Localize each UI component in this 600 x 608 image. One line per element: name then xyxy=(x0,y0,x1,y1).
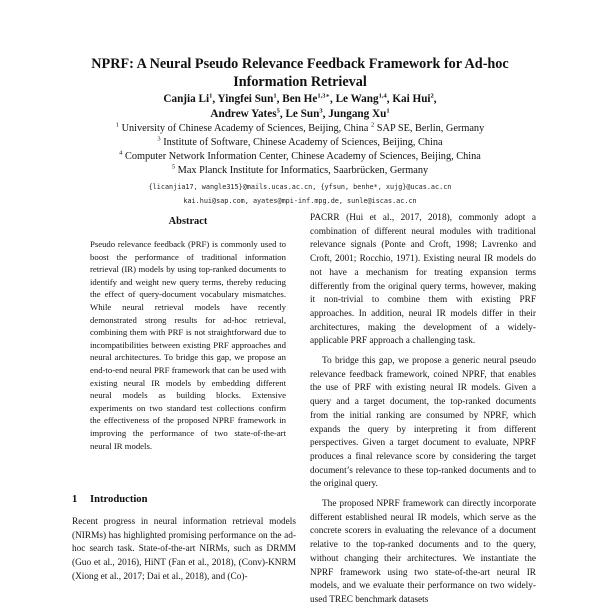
author-line-2: Andrew Yates$^5$, Le Sun$^3$, Jungang Xu$^1$ xyxy=(210,107,390,120)
affiliation-line xyxy=(40,150,560,164)
abstract-heading: Abstract xyxy=(168,216,208,227)
paper-title: NPRF: A Neural Pseudo Relevance Feedback Framework for Ad-hoc Information Retrieval xyxy=(91,56,509,90)
author-name: Le Wang xyxy=(335,93,379,105)
intro-paragraph: To bridge this gap, we propose a generic neural pseudo relevance feedback framework, coined NPRF, that enables the use of PRF with existing neural IR models. Given a query and a target document, the top-ranked documents from the initial ranking are consumed by NPRF, which expands the query by interpreting it from different perspectives. Given a target document to evaluate, NPRF produces a final relevance score by considering the target document’s relevance to these top-ranked documents and to the original query. xyxy=(310,356,536,490)
author-affil-mark: 3 xyxy=(319,107,323,115)
abstract-text: Pseudo relevance feedback (PRF) is commonly used to boost the performance of traditional information retrieval (IR) models by using top-ranked documents to identify and weight new query terms, thereby reducing the effect of query-document vocabulary mismatches. While neural retrieval models have recently demonstrated strong results for ad-hoc retrieval, combining them with PRF is not straightforward due to incompatibilities between existing PRF approaches and neural architectures. To bridge this gap, we propose an end-to-end neural PRF framework that can be used with existing neural IR models by embedding different neural models as building blocks. Extensive experiments on two standard test collections confirm the effectiveness of the proposed NPRF framework in improving the performance of two state-of-the-art neural IR models. xyxy=(90,239,286,451)
author-name: Andrew Yates xyxy=(210,108,277,120)
affiliation-line xyxy=(40,122,560,136)
intro-left-column xyxy=(72,516,296,585)
author-affil-mark: 1 xyxy=(209,92,213,100)
author-affil-mark: 1,3∗ xyxy=(317,92,330,100)
affiliation-text: Max Planck Institute for Informatics, Saarbrücken, Germany xyxy=(177,165,429,176)
intro-paragraph: PACRR (Hui et al., 2017, 2018), commonly adopt a combination of different neural modules with traditional relevance signals (Ponte and Croft, 1998; Lavrenko and Croft, 2001; Rocchio, 1971). Existing neural IR models do not have a mechanism for treating expansion terms differently from the original query terms, however, making it non-trivial to combine them with existing PRF approaches. In addition, neural IR models differ in their architectures, making the development of a widely-applicable PRF approach a challenging task. xyxy=(310,213,536,347)
affiliation-text: SAP SE, Berlin, Germany xyxy=(376,123,485,134)
author-name: Canjia Li xyxy=(163,93,210,105)
affiliation-text: Computer Network Information Center, Chinese Academy of Sciences, Beijing, China xyxy=(124,151,481,162)
affiliation-text: Institute of Software, Chinese Academy of Sciences, Beijing, China xyxy=(163,137,443,148)
email-line[interactable]: {licanjia17, wangle315}@mails.ucas.ac.cn, {yfsun, benhe*, xujg}@ucas.ac.cn xyxy=(148,183,452,191)
author-name: Le Sun xyxy=(285,108,320,120)
intro-paragraph: Recent progress in neural information retrieval models (NIRMs) has highlighted promising performance on the ad-hoc search task. State-of-the-art NIRMs, such as DRMM (Guo et al., 2016), HiNT (Fan et al., 2018), (Conv)-KNRM (Xiong et al., 2017; Dai et al., 2018), and (Co)- xyxy=(72,517,296,582)
author-affil-mark: 1 xyxy=(386,107,390,115)
affiliation-mark: 5 xyxy=(171,163,176,171)
author-affil-mark: 5 xyxy=(276,107,280,115)
email-line[interactable]: kai.hui@sap.com, ayates@mpi-inf.mpg.de, sunle@iscas.ac.cn xyxy=(183,197,417,205)
section-number: 1 xyxy=(72,494,78,505)
section-heading xyxy=(72,494,148,505)
author-line-1: Canjia Li$^1$, Yingfei Sun$^1$, Ben $He^{1,3∗}$, Le Wang$^{1,4}$, Kai Hui$^2$, xyxy=(163,92,437,105)
affiliation-mark: 1 xyxy=(115,121,119,129)
affiliation-mark: 2 xyxy=(370,121,375,129)
author-affil-mark: 1 xyxy=(273,92,277,100)
author-name: Yingfei Sun xyxy=(217,93,274,105)
affiliation-text: University of Chinese Academy of Sciences, Beijing, China xyxy=(121,123,369,134)
affiliation-line xyxy=(40,136,560,150)
affiliation-mark: 4 xyxy=(119,149,123,157)
affiliation-list xyxy=(40,122,560,178)
affiliation-line xyxy=(40,164,560,178)
email-list xyxy=(40,180,560,208)
intro-right-column xyxy=(310,212,536,608)
author-affil-mark: 2 xyxy=(430,92,434,100)
author-name: Ben He xyxy=(282,93,318,105)
author-name: Kai Hui xyxy=(392,93,431,105)
author-affil-mark: 1,4 xyxy=(378,92,387,100)
author-name: Jungang Xu xyxy=(328,108,387,120)
author-list xyxy=(50,92,550,122)
intro-paragraph: The proposed NPRF framework can directly incorporate different established neural IR models, which serve as the concrete scorers in evaluating the relevance of a document relative to the top-ranked documents and to the query, without changing their architectures. We instantiate the NPRF framework using two state-of-the-art neural IR models, and we evaluate their performance on two widely-used TREC benchmark datasets xyxy=(310,499,536,605)
affiliation-mark: 3 xyxy=(157,135,161,143)
section-title: Introduction xyxy=(90,494,148,505)
